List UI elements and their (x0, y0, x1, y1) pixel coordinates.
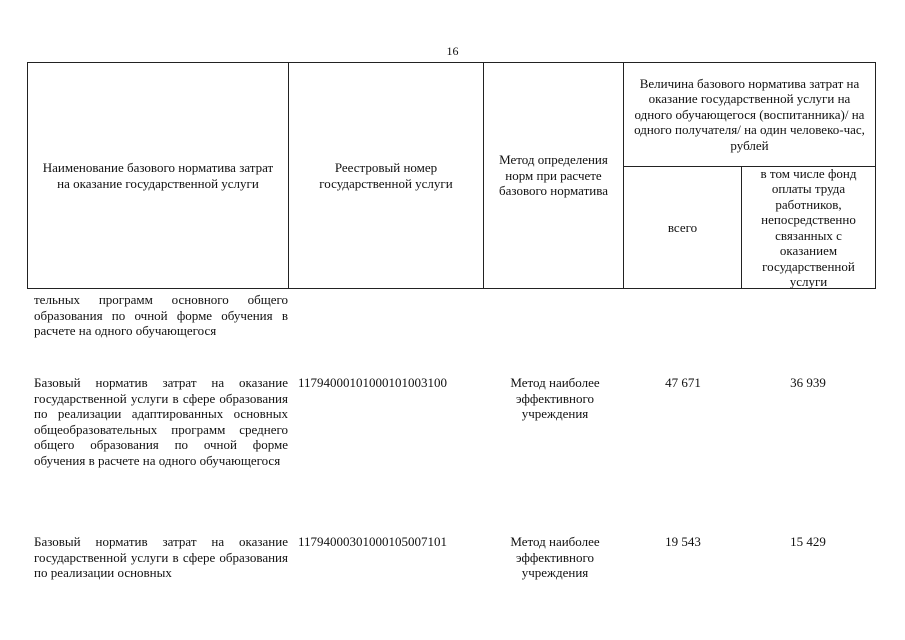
row-1-name: тельных программ основного общего образования по очной форме обучения в расчете на одного обучающегося (34, 292, 288, 338)
header-registry-number: Реестровый номер государственной услуги (289, 63, 484, 289)
row-3-name: Базовый норматив затрат на оказание государственной услуги в сфере образования по реализации основных (34, 534, 288, 580)
row-2-total: 47 671 (665, 375, 701, 390)
header-method: Метод определения норм при расчете базового норматива (484, 63, 624, 289)
table-header (27, 62, 876, 289)
row-3-total: 19 543 (665, 534, 701, 549)
header-wage-fund: в том числе фонд оплаты труда работников, непосредственно связанных с оказанием государственной услуги (742, 167, 876, 289)
row-2-registry: 11794000101000101003100 (298, 375, 448, 390)
row-2-name: Базовый норматив затрат на оказание государственной услуги в сфере образования по реализации адаптированных основных общеобразовательных программ среднего общего образования по очной форме обучения в расчете на одного обучающегося (34, 375, 288, 468)
row-3-registry: 11794000301000105007101 (298, 534, 448, 549)
header-norm-value: Величина базового норматива затрат на оказание государственной услуги на одного обучающегося (воспитанника)/ на одного получателя/ на один человеко-час, рублей (624, 63, 876, 167)
row-3-wage-fund: 15 429 (790, 534, 826, 549)
row-2-wage-fund: 36 939 (790, 375, 826, 390)
row-3-method: Метод наиболее эффективного учреждения (510, 534, 600, 580)
page-number: 16 (446, 44, 459, 58)
row-2-method: Метод наиболее эффективного учреждения (510, 375, 600, 421)
header-service-name: Наименование базового норматива затрат на оказание государственной услуги (28, 63, 289, 289)
header-total: всего (624, 167, 742, 289)
